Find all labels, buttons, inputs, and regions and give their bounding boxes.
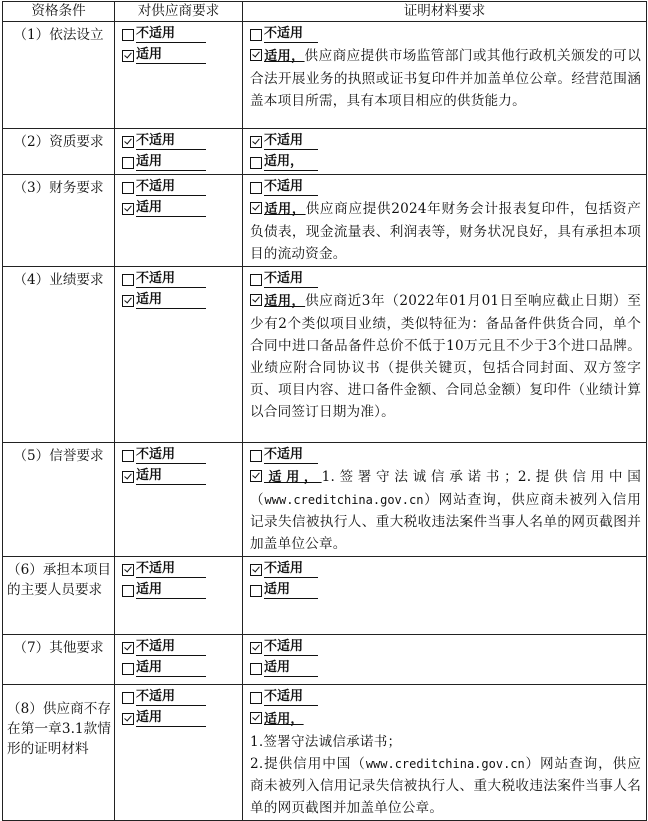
table-row [3,175,647,267]
checkbox[interactable] [250,136,262,148]
table-row [3,685,647,821]
evidence-cell [243,267,647,443]
option-label: 不适用 [136,447,206,464]
option-label: 适用 [136,47,206,64]
checkbox[interactable] [122,450,134,462]
option-label: 适用 [136,154,206,171]
table-row [3,635,647,685]
checkbox[interactable] [250,49,262,61]
checkbox[interactable] [250,29,262,41]
checkbox[interactable] [250,450,262,462]
checkbox[interactable] [122,182,134,194]
checkbox[interactable] [122,203,134,215]
checkbox[interactable] [250,157,262,169]
option-label: 不适用 [264,447,318,464]
checkbox[interactable] [250,642,262,654]
checkbox[interactable] [250,585,262,597]
option-label: 适用， [264,154,318,171]
table-row [3,22,647,129]
checkbox[interactable] [122,713,134,725]
table-row [3,557,647,635]
option-label: 适用 [264,660,318,677]
option-label: 不适用 [136,179,206,196]
checkbox[interactable] [122,692,134,704]
checkbox[interactable] [250,274,262,286]
option-label: 不适用 [264,26,318,43]
checkbox[interactable] [250,692,262,704]
credit-china-link[interactable]: www.creditchina.gov.cn [365,757,525,771]
qualification-table [2,1,647,821]
condition-cell: （3）财务要求 [3,175,115,267]
option-label: 适用， [264,712,304,727]
evidence-text: 供应商应提供2024年财务会计报表复印件，包括资产负债表，现金流量表、利润表等，财务状况良好，具有承担本项目的流动资金。 [250,201,641,262]
checkbox[interactable] [122,29,134,41]
option-label: 适用 [136,582,206,599]
option-label: 适用 [136,660,206,677]
option-label: 不适用 [136,561,206,578]
option-label: 不适用 [136,689,206,706]
supplier-options [115,557,243,635]
option-label: 适用 [136,468,206,485]
option-label: 适用， [264,294,306,309]
option-label: 不适用 [264,639,318,656]
evidence-cell [243,635,647,685]
condition-cell: （8）供应商不存在第一章3.1款情形的证明材料 [3,685,115,821]
evidence-cell [243,175,647,267]
option-label: 适用 [136,292,206,309]
table-row [3,443,647,557]
supplier-options [115,635,243,685]
evidence-text: 供应商应提供市场监管部门或其他行政机关颁发的可以合法开展业务的执照或证书复印件并加盖单位公章。经营范围涵盖本项目所需，具有本项目相应的供货能力。 [250,48,641,109]
option-label: 适用， [264,202,306,217]
checkbox[interactable] [122,157,134,169]
credit-china-link[interactable]: www.creditchina.gov.cn [264,493,424,507]
supplier-options [115,22,243,129]
checkbox[interactable] [122,136,134,148]
option-label: 适用 [136,710,206,727]
supplier-options [115,267,243,443]
checkbox[interactable] [122,585,134,597]
evidence-cell [243,685,647,821]
supplier-options [115,129,243,175]
option-label: 不适用 [136,133,206,150]
evidence-text: 1.签署守法诚信承诺书；2.提供信用中国（ [250,469,641,508]
condition-cell: （6）承担本项目的主要人员要求 [3,557,115,635]
supplier-options [115,175,243,267]
option-label: 不适用 [136,639,206,656]
option-label: 不适用 [264,179,318,196]
checkbox[interactable] [122,471,134,483]
supplier-options [115,685,243,821]
header-evidence-requirement: 证明材料要求 [243,2,647,22]
checkbox[interactable] [122,663,134,675]
option-label: 不适用 [264,133,318,150]
evidence-cell [243,557,647,635]
option-label: 适用 [136,200,206,217]
checkbox[interactable] [122,274,134,286]
checkbox[interactable] [122,295,134,307]
evidence-cell [243,129,647,175]
condition-cell: （2）资质要求 [3,129,115,175]
table-header-row [3,2,647,22]
option-label: 适用， [264,470,322,485]
evidence-text: ）网站查询，供应商未被列入信用记录失信被执行人、重大税收违法案件当事人名单的网页截图并加盖单位公章。 [250,492,642,552]
checkbox[interactable] [250,470,262,482]
header-condition: 资格条件 [3,2,115,22]
checkbox[interactable] [250,663,262,675]
checkbox[interactable] [250,294,262,306]
checkbox[interactable] [122,564,134,576]
option-label: 不适用 [264,689,318,706]
supplier-options [115,443,243,557]
condition-cell: （1）依法设立 [3,22,115,129]
evidence-text: 2.提供信用中国（ [250,756,366,772]
condition-cell: （5）信誉要求 [3,443,115,557]
table-row [3,129,647,175]
option-label: 不适用 [136,26,206,43]
option-label: 不适用 [136,271,206,288]
header-supplier-requirement: 对供应商要求 [115,2,243,22]
evidence-item-1: 1.签署守法诚信承诺书； [250,734,402,750]
evidence-text: 供应商近3年（2022年01月01日至响应截止日期）至少有2个类似项目业绩，类似特征为：备品备件供货合同，单个合同中进口备品备件总价不低于10万元且不少于3个进口品牌。业绩应附合同协议书（提供关键页，包括合同封面、双方签字页、项目内容、进口备件金额、合同总金额）复印件（业绩计算以合同签订日期为准）。 [250,293,641,420]
condition-cell: （4）业绩要求 [3,267,115,443]
checkbox[interactable] [250,564,262,576]
evidence-cell [243,22,647,129]
option-label: 不适用 [264,271,318,288]
table-row [3,267,647,443]
checkbox[interactable] [250,182,262,194]
condition-cell: （7）其他要求 [3,635,115,685]
option-label: 适用 [264,582,318,599]
checkbox[interactable] [122,50,134,62]
checkbox[interactable] [250,712,262,724]
checkbox[interactable] [122,642,134,654]
option-label: 适用， [264,49,305,64]
checkbox[interactable] [250,202,262,214]
evidence-text: ）网站查询，供应商未被列入信用记录失信被执行人、重大税收违法案件当事人名单的网页截图并加盖单位公章。 [250,756,641,816]
option-label: 不适用 [264,561,318,578]
evidence-cell [243,443,647,557]
